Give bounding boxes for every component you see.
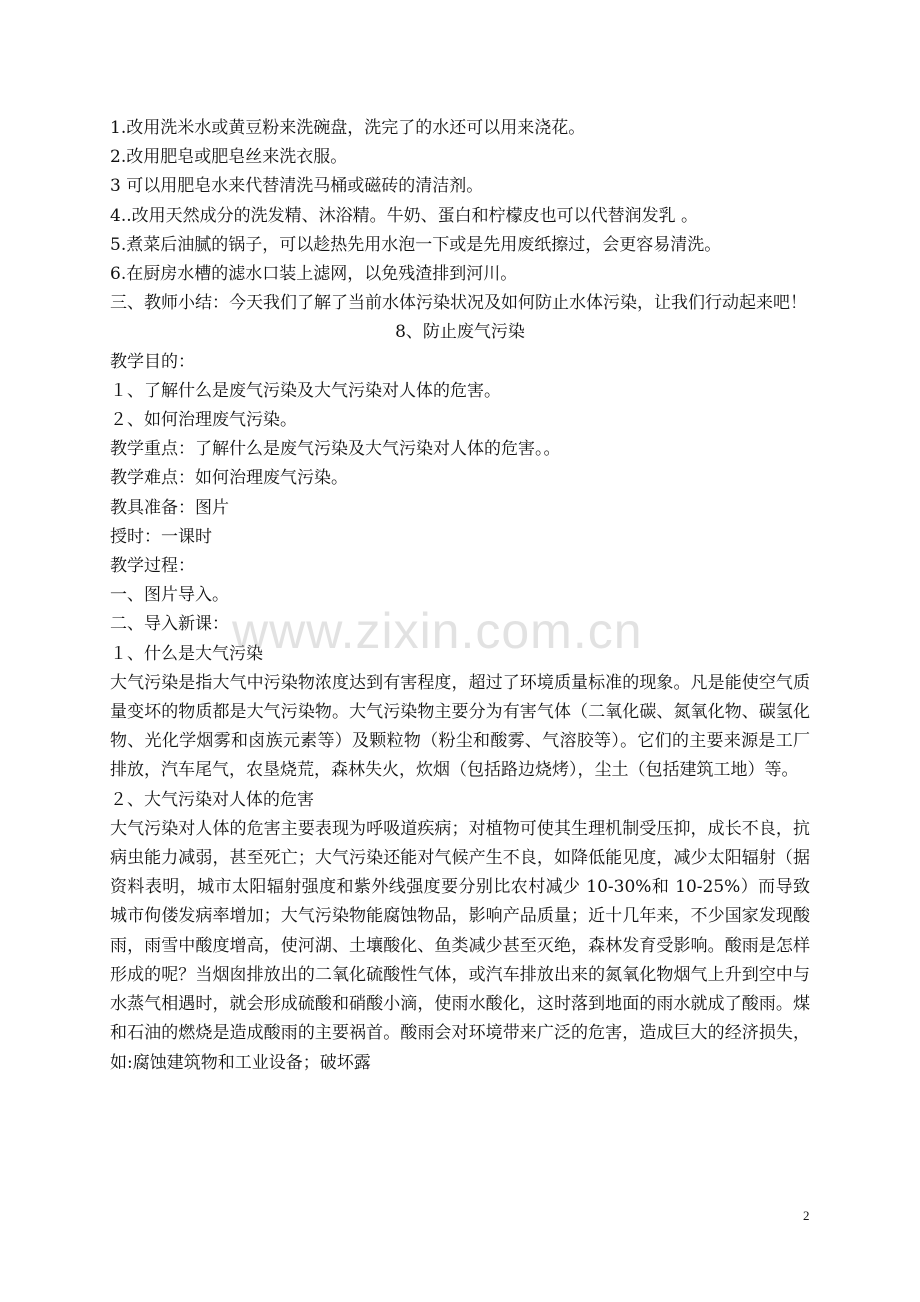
lesson-info-line: 教具准备：图片 — [110, 497, 229, 518]
lesson-info-line: 二、导入新课： — [110, 614, 229, 635]
lesson-info-line: 授时：一课时 — [110, 526, 212, 547]
teacher-summary: 三、教师小结：今天我们了解了当前水体污染状况及如何防止水体污染，让我们行动起来吧！ — [110, 293, 807, 314]
document-body — [110, 114, 810, 1078]
list-item: 5.煮菜后油腻的锅子，可以趁热先用水泡一下或是先用废纸擦过，会更容易清洗。 — [110, 234, 722, 255]
section-heading-harm: ２、大气污染对人体的危害 — [110, 789, 314, 810]
lesson-info-line: 一、图片导入。 — [110, 585, 229, 606]
list-item: 6.在厨房水槽的滤水口装上滤网，以免残渣排到河川。 — [110, 264, 518, 285]
paragraph-harm: 大气污染对人体的危害主要表现为呼吸道疾病；对植物可使其生理机制受压抑，成长不良，抗病虫能力减弱，甚至死亡；大气污染还能对气候产生不良，如降低能见度，减少太阳辐射（据资料表明，城市太阳辐射强度和紫外线强度要分别比农村减少 10-30%和 10-25%）而导致城市佝偻发病率增加；大气污染物能腐蚀物品，影响产品质量；近十几年来，不少国家发现酸雨，雨雪中酸度增高，使河湖、土壤酸化、鱼类减少甚至灭绝，森林发育受影响。酸雨是怎样形成的呢？当烟囱排放出的二氧化硫酸性气体，或汽车排放出来的氮氧化物烟气上升到空中与水蒸气相遇时，就会形成硫酸和硝酸小滴，使雨水酸化，这时落到地面的雨水就成了酸雨。煤和石油的燃烧是造成酸雨的主要祸首。酸雨会对环境带来广泛的危害，造成巨大的经济损失，如:腐蚀建筑物和工业设备；破坏露 — [110, 818, 810, 1073]
lesson-info-line: 教学目的： — [110, 351, 195, 372]
lesson-info-line: １、了解什么是废气污染及大气污染对人体的危害。 — [110, 380, 501, 401]
lesson-title: 8、防止废气污染 — [395, 322, 525, 343]
lesson-info-line: １、什么是大气污染 — [110, 643, 263, 664]
lesson-info-line: 教学重点：了解什么是废气污染及大气污染对人体的危害。。 — [110, 439, 561, 460]
list-item: 1.改用洗米水或黄豆粉来洗碗盘，洗完了的水还可以用来浇花。 — [110, 118, 586, 138]
paragraph-air-pollution: 大气污染是指大气中污染物浓度达到有害程度，超过了环境质量标准的现象。凡是能使空气质量变坏的物质都是大气污染物。大气污染物主要分为有害气体（二氧化碳、氮氧化物、碳氢化物、光化学烟雾和卤族元素等）及颗粒物（粉尘和酸雾、气溶胶等）。它们的主要来源是工厂排放，汽车尾气，农垦烧荒，森林失火，炊烟（包括路边烧烤），尘土（包括建筑工地）等。 — [110, 672, 810, 781]
page-number: 2 — [803, 1208, 810, 1223]
lesson-info-line: 教学难点：如何治理废气污染。 — [110, 468, 348, 489]
list-item: 2.改用肥皂或肥皂丝来洗衣服。 — [110, 147, 348, 168]
watermark: www.zixin.com.cn — [232, 603, 643, 659]
lesson-info-line: ２、如何治理废气污染。 — [110, 410, 297, 431]
list-item: 3 可以用肥皂水来代替清洗马桶或磁砖的清洁剂。 — [110, 176, 484, 197]
list-item: 4..改用天然成分的洗发精、沐浴精。牛奶、蛋白和柠檬皮也可以代替润发乳 。 — [110, 205, 699, 226]
lesson-info-line: 教学过程： — [110, 556, 195, 577]
